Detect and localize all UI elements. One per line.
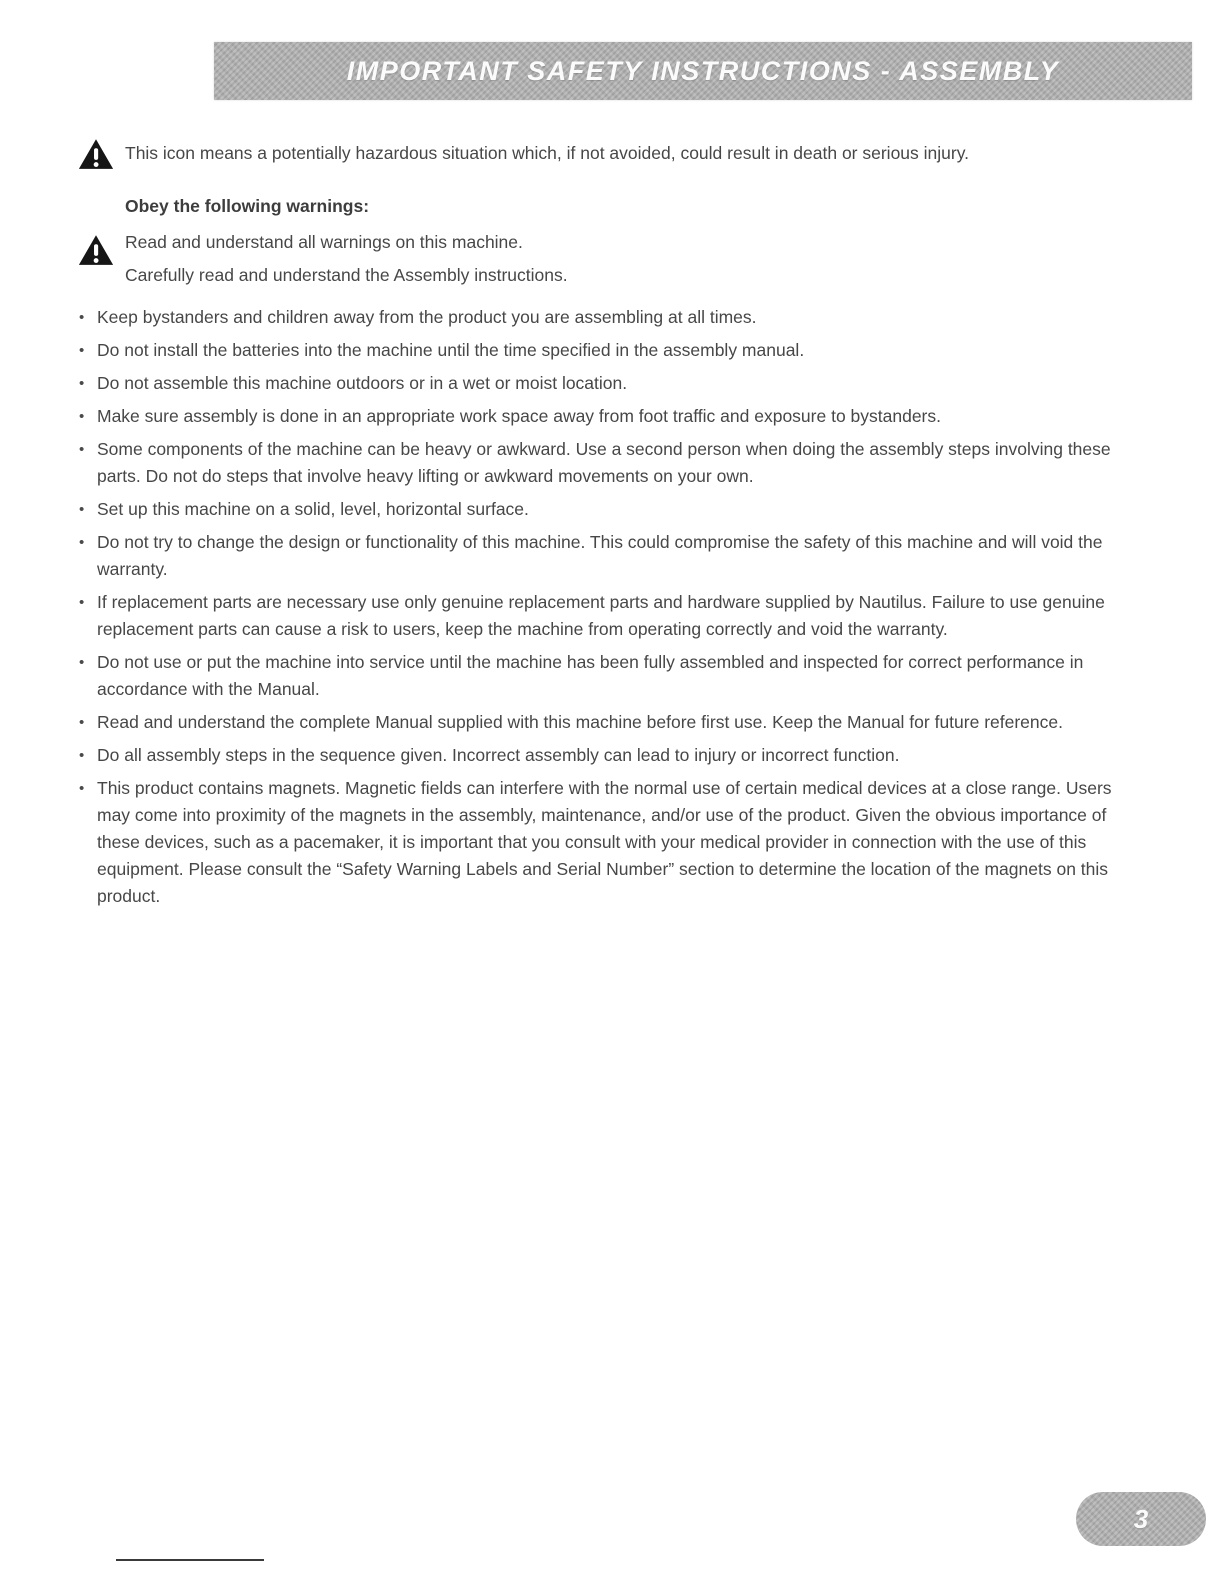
read-warning-line: Carefully read and understand the Assembly instructions. bbox=[125, 265, 568, 285]
read-warnings-row bbox=[78, 226, 1136, 292]
page-number-tab bbox=[1076, 1492, 1206, 1546]
page-number: 3 bbox=[1133, 1503, 1149, 1534]
document-content bbox=[78, 136, 1136, 916]
read-warnings-lines bbox=[125, 226, 568, 292]
warning-triangle-icon bbox=[78, 138, 114, 179]
warnings-list bbox=[78, 304, 1136, 910]
header-banner bbox=[214, 42, 1192, 100]
warning-list-item: • Do not install the batteries into the machine until the time specified in the assembly manual. bbox=[78, 337, 1136, 364]
warning-list-item: • Do all assembly steps in the sequence given. Incorrect assembly can lead to injury or incorrect function. bbox=[78, 742, 1136, 769]
warning-list-item: • Do not try to change the design or functionality of this machine. This could compromise the safety of this machine and will void the warranty. bbox=[78, 529, 1136, 583]
warning-list-item: • Read and understand the complete Manual supplied with this machine before first use. Keep the Manual for future reference. bbox=[78, 709, 1136, 736]
warning-list-item: • Make sure assembly is done in an appropriate work space away from foot traffic and exposure to bystanders. bbox=[78, 403, 1136, 430]
hazard-note-row bbox=[78, 136, 1136, 179]
warning-list-item: • Do not assemble this machine outdoors or in a wet or moist location. bbox=[78, 370, 1136, 397]
warning-list-item: • This product contains magnets. Magnetic fields can interfere with the normal use of certain medical devices at a close range. Users may come into proximity of the magnets in the assembly, maintenance, and/or use of the product. Given the obvious importance of these devices, such as a pacemaker, it is important that you consult with your medical provider in connection with the use of this equipment. Please consult the “Safety Warning Labels and Serial Number” section to determine the location of the magnets on this product. bbox=[78, 775, 1136, 910]
warning-list-item: • Do not use or put the machine into service until the machine has been fully assembled and inspected for correct performance in accordance with the Manual. bbox=[78, 649, 1136, 703]
hazard-note-text: This icon means a potentially hazardous situation which, if not avoided, could result in death or serious injury. bbox=[125, 143, 970, 163]
page-title: IMPORTANT SAFETY INSTRUCTIONS - ASSEMBLY bbox=[346, 55, 1060, 86]
read-warning-line: Read and understand all warnings on this machine. bbox=[125, 232, 523, 252]
footer-line bbox=[116, 1559, 264, 1561]
warning-triangle-icon bbox=[78, 234, 114, 275]
obey-heading: Obey the following warnings: bbox=[125, 196, 370, 216]
warning-list-item: • Set up this machine on a solid, level, horizontal surface. bbox=[78, 496, 1136, 523]
warning-list-item: • Keep bystanders and children away from the product you are assembling at all times. bbox=[78, 304, 1136, 331]
warning-list-item: • Some components of the machine can be heavy or awkward. Use a second person when doing the assembly steps involving these parts. Do not do steps that involve heavy lifting or awkward movements on your own. bbox=[78, 436, 1136, 490]
warning-list-item: • If replacement parts are necessary use only genuine replacement parts and hardware supplied by Nautilus. Failure to use genuine replacement parts can cause a risk to users, keep the machine from operating correctly and void the warranty. bbox=[78, 589, 1136, 643]
